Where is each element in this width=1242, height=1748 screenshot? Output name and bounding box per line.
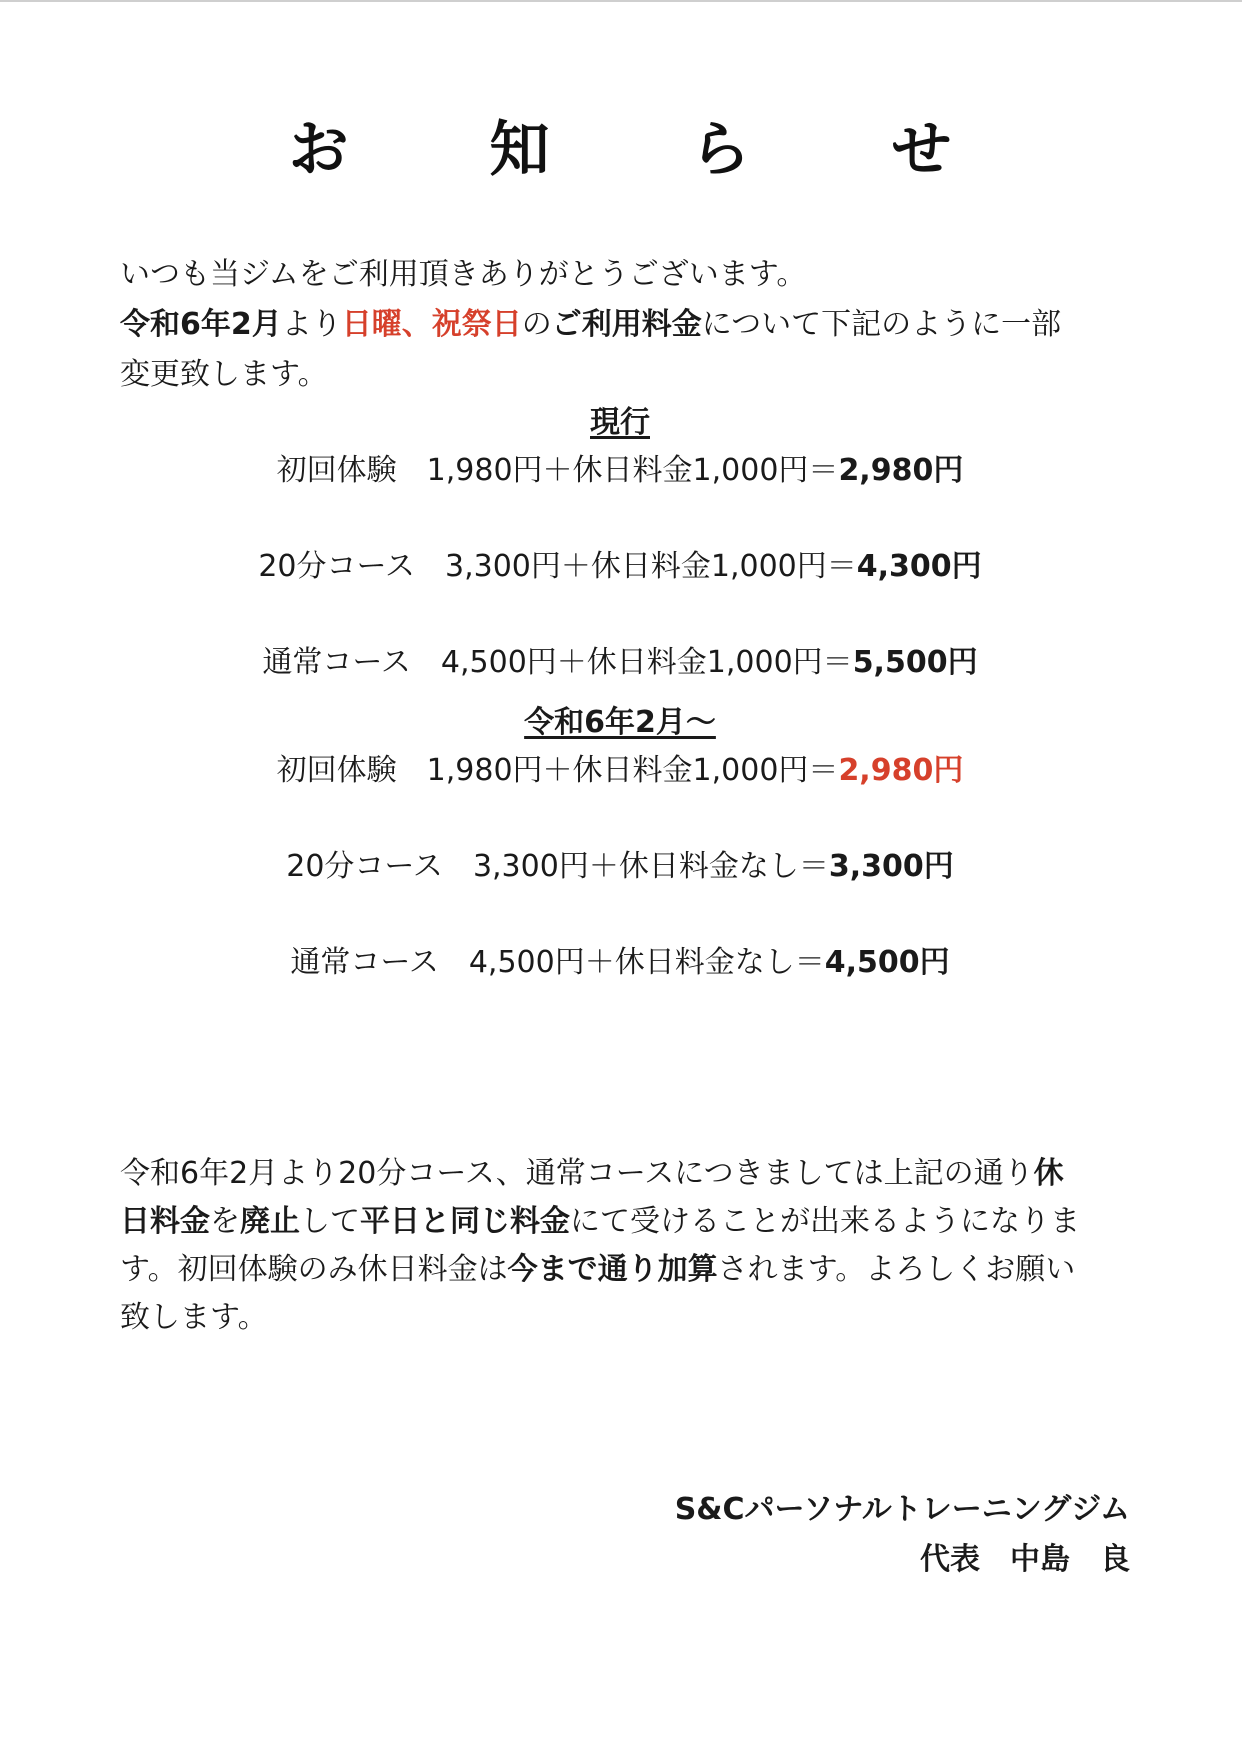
closing-text: 令和6年2月より20分コース、通常コースにつきましては上記の通り [120, 1156, 1034, 1191]
closing-text: にて受けることが出来るようになりま [570, 1204, 1080, 1239]
intro-line-1: いつも当ジムをご利用頂きありがとうございます。 [120, 257, 807, 292]
price-total: 2,980円 [838, 453, 964, 488]
price-detail: 3,300円＋休日料金1,000円＝ [445, 549, 857, 584]
closing-emphasis: 日料金 [120, 1204, 210, 1239]
new-pricing-heading: 令和6年2月〜 [524, 705, 716, 740]
price-detail: 1,980円＋休日料金1,000円＝ [426, 453, 839, 488]
signature-block [130, 1485, 1130, 1585]
price-detail: 4,500円＋休日料金1,000円＝ [440, 645, 853, 680]
closing-emphasis: 今まで通り加算 [507, 1252, 718, 1287]
price-row-20min [120, 544, 1120, 590]
effective-date: 令和6年2月 [120, 307, 282, 342]
new-pricing-section [120, 698, 1120, 986]
intro-text: について下記のように一部 [701, 307, 1062, 342]
notice-title: お 知 ら せ [288, 115, 1012, 185]
closing-emphasis: 休 [1033, 1156, 1064, 1191]
price-total: 4,300円 [856, 549, 982, 584]
price-detail: 4,500円＋休日料金なし＝ [468, 945, 825, 980]
price-row-trial [120, 448, 1120, 494]
price-total: 5,500円 [852, 645, 978, 680]
holiday-days: 日曜、祝祭日 [341, 307, 522, 342]
company-name: S&Cパーソナルトレーニングジム [674, 1492, 1130, 1527]
top-border [0, 0, 1242, 2]
closing-paragraph [120, 1150, 1120, 1342]
intro-line-3: 変更致します。 [120, 357, 328, 392]
closing-text: す。初回体験のみ休日料金は [120, 1252, 508, 1287]
closing-line-3 [120, 1246, 1120, 1294]
intro-line-2 [120, 300, 1120, 350]
course-name: 通常コース [262, 645, 411, 680]
price-detail: 3,300円＋休日料金なし＝ [472, 849, 829, 884]
price-total: 3,300円 [828, 849, 954, 884]
closing-text: を [210, 1204, 240, 1239]
course-name: 20分コース [286, 849, 443, 884]
closing-line-4: 致します。 [120, 1300, 268, 1335]
price-row-regular [120, 940, 1120, 986]
price-total: 4,500円 [824, 945, 950, 980]
course-name: 20分コース [258, 549, 415, 584]
closing-emphasis: 平日と同じ料金 [360, 1204, 570, 1239]
price-detail: 1,980円＋休日料金1,000円＝ [426, 753, 839, 788]
intro-text: より [281, 307, 342, 342]
closing-text: されます。よろしくお願い [717, 1252, 1076, 1287]
current-pricing-section [120, 398, 1120, 686]
usage-fee: ご利用料金 [551, 307, 702, 342]
price-row-20min [120, 844, 1120, 890]
price-row-regular [120, 640, 1120, 686]
closing-emphasis: 廃止 [240, 1204, 300, 1239]
current-pricing-heading: 現行 [590, 405, 650, 440]
course-name: 初回体験 [276, 753, 397, 788]
price-row-trial [120, 748, 1120, 794]
intro-paragraph [120, 250, 1120, 400]
price-total: 2,980円 [838, 753, 964, 788]
representative-name: 代表 中島 良 [920, 1542, 1130, 1577]
course-name: 通常コース [290, 945, 439, 980]
closing-line-2 [120, 1198, 1120, 1246]
course-name: 初回体験 [276, 453, 397, 488]
closing-text: して [300, 1204, 360, 1239]
intro-text: の [521, 307, 552, 342]
closing-line-1 [120, 1150, 1120, 1198]
